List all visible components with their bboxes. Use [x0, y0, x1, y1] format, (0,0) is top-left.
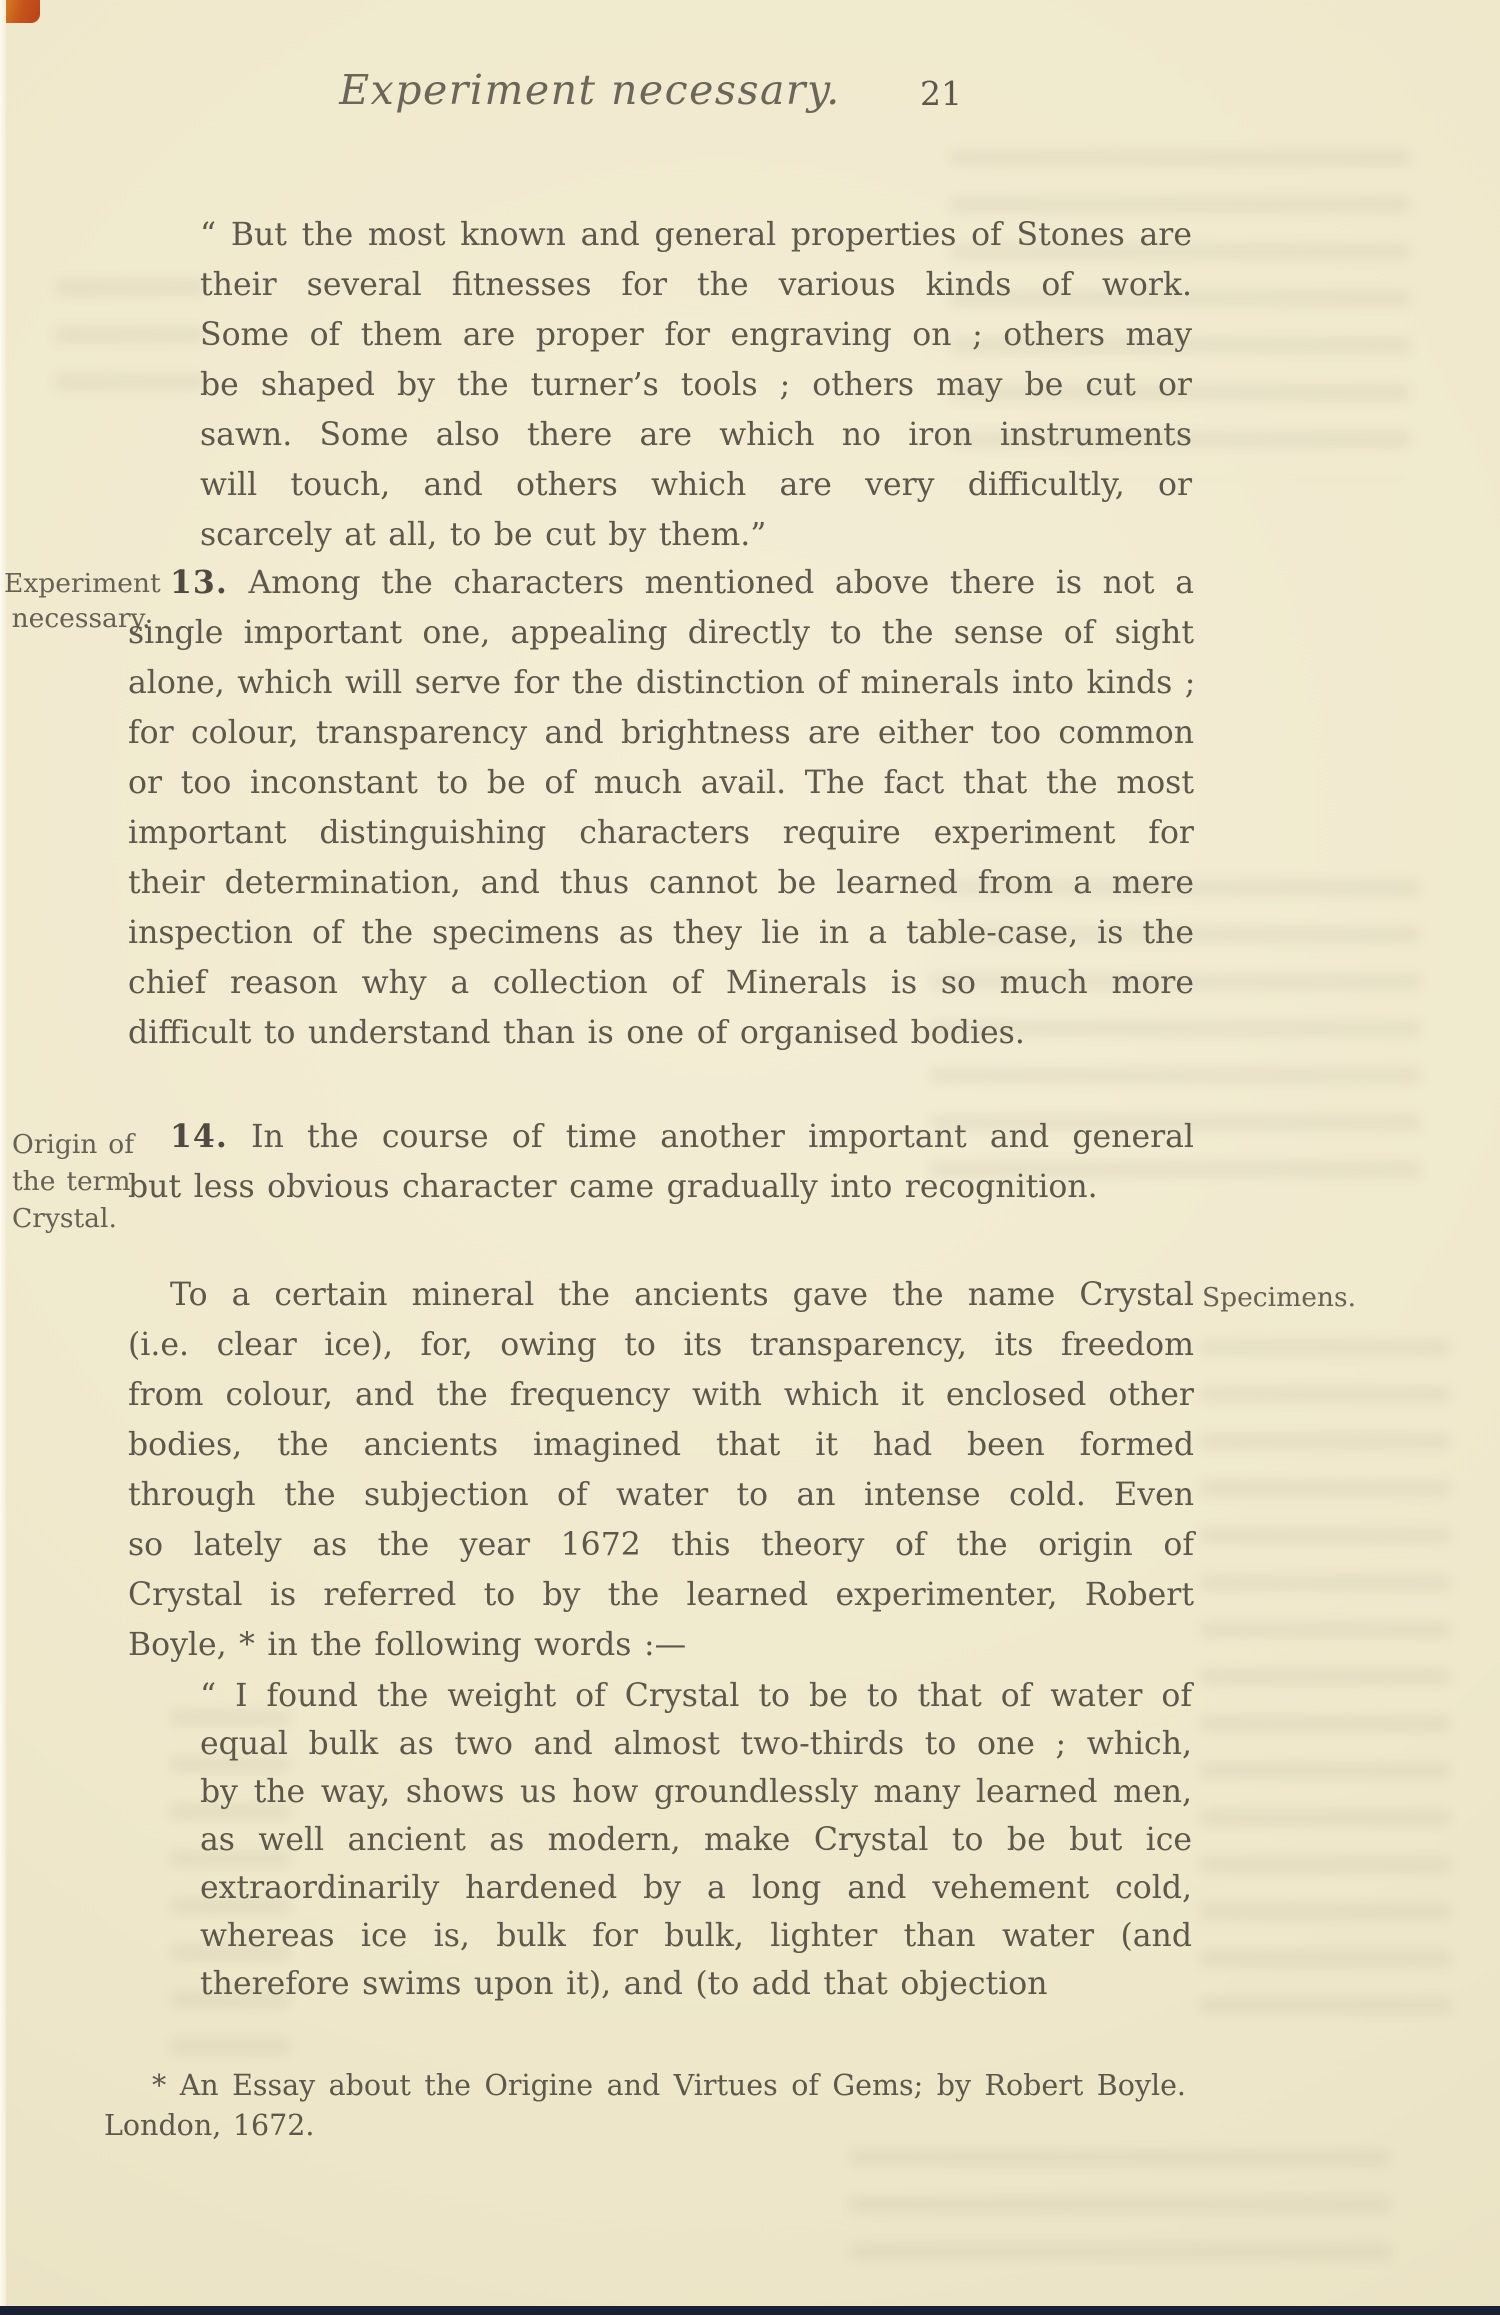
text-line: To a certain mineral the ancients gave the name Crystal: [170, 1277, 1194, 1313]
margin-note-line: the term: [12, 1166, 131, 1197]
show-through-ghost: [1200, 1340, 1450, 2030]
text-line: “ I found the weight of Crystal to be to that of water of: [200, 1678, 1192, 1714]
text-line: Boyle, * in the following words :—: [128, 1627, 687, 1663]
text-line: extraordinarily hardened by a long and vehement cold,: [200, 1870, 1192, 1906]
margin-note-line: necessary.: [11, 603, 151, 634]
scan-corner-mark: [0, 0, 40, 23]
text-line: scarcely at all, to be cut by them.”: [200, 517, 767, 553]
page-number: 21: [920, 74, 962, 113]
text-line: [128, 1112, 1194, 1162]
paragraph-number: 14.: [170, 1118, 228, 1155]
text-span: Among the characters mentioned above there is not a: [248, 565, 1195, 601]
text-line: single important one, appealing directly to the sense of sight: [128, 615, 1194, 651]
text-line: alone, which will serve for the distinction of minerals into kinds ;: [128, 665, 1196, 701]
text-line: their several fitnesses for the various kinds of work.: [200, 267, 1192, 303]
text-line: important distinguishing characters require experiment for: [128, 815, 1194, 851]
text-line: inspection of the specimens as they lie in a table-case, is the: [128, 915, 1194, 951]
text-line: for colour, transparency and brightness are either too common: [128, 715, 1194, 751]
text-line: equal bulk as two and almost two-thirds to one ; which,: [200, 1726, 1192, 1762]
paragraph-13: [128, 558, 1194, 1058]
text-line: through the subjection of water to an intense cold. Even: [128, 1477, 1194, 1513]
margin-note-specimens: [1202, 1282, 1372, 1313]
footnote-line: * An Essay about the Origine and Virtues of Gems; by Robert Boyle.: [152, 2069, 1186, 2102]
text-line: therefore swims upon it), and (to add that objection: [200, 1966, 1048, 2002]
margin-note-line: Specimens.: [1202, 1282, 1357, 1313]
text-line: chief reason why a collection of Minerals is so much more: [128, 965, 1194, 1001]
text-line: be shaped by the turner’s tools ; others may be cut or: [200, 367, 1192, 403]
running-head: Experiment necessary.: [339, 66, 841, 114]
text-line: “ But the most known and general properties of Stones are: [200, 217, 1192, 253]
margin-note-line: Origin of: [12, 1129, 135, 1160]
text-line: Some of them are proper for engraving on ; others may: [200, 317, 1192, 353]
paragraph-14: [128, 1112, 1194, 1212]
blockquote-stones: [200, 210, 1192, 560]
text-line: Crystal is referred to by the learned experimenter, Robert: [128, 1577, 1194, 1613]
show-through-ghost: [55, 280, 205, 420]
paragraph-number: 13.: [170, 564, 228, 601]
text-line: so lately as the year 1672 this theory of the origin of: [128, 1527, 1194, 1563]
footnote: [104, 2066, 1186, 2146]
text-line: as well ancient as modern, make Crystal to be but ice: [200, 1822, 1192, 1858]
footnote-line: London, 1672.: [104, 2109, 315, 2142]
text-line: or too inconstant to be of much avail. The fact that the most: [128, 765, 1194, 801]
text-line: will touch, and others which are very difficultly, or: [200, 467, 1192, 503]
text-line: from colour, and the frequency with which it enclosed other: [128, 1377, 1194, 1413]
text-line: (i.e. clear ice), for, owing to its transparency, its freedom: [128, 1327, 1194, 1363]
scan-edge-bar: [0, 2306, 1500, 2315]
text-line: [128, 558, 1194, 608]
text-line: sawn. Some also there are which no iron instruments: [200, 417, 1192, 453]
text-line: by the way, shows us how groundlessly many learned men,: [200, 1774, 1192, 1810]
blockquote-boyle: [200, 1672, 1192, 2008]
show-through-ghost: [850, 2150, 1390, 2260]
margin-note-line: Crystal.: [12, 1203, 117, 1234]
text-line: their determination, and thus cannot be learned from a mere: [128, 865, 1194, 901]
paragraph-crystal: [128, 1270, 1194, 1670]
text-line: whereas ice is, bulk for bulk, lighter than water (and: [200, 1918, 1192, 1954]
text-line: bodies, the ancients imagined that it had been formed: [128, 1427, 1194, 1463]
margin-note-line: Experiment: [4, 568, 161, 599]
text-line: but less obvious character came gradually into recognition.: [128, 1169, 1098, 1205]
text-span: In the course of time another important and general: [251, 1119, 1195, 1155]
scan-edge-left: [0, 0, 6, 2315]
text-line: difficult to understand than is one of organised bodies.: [128, 1015, 1025, 1051]
